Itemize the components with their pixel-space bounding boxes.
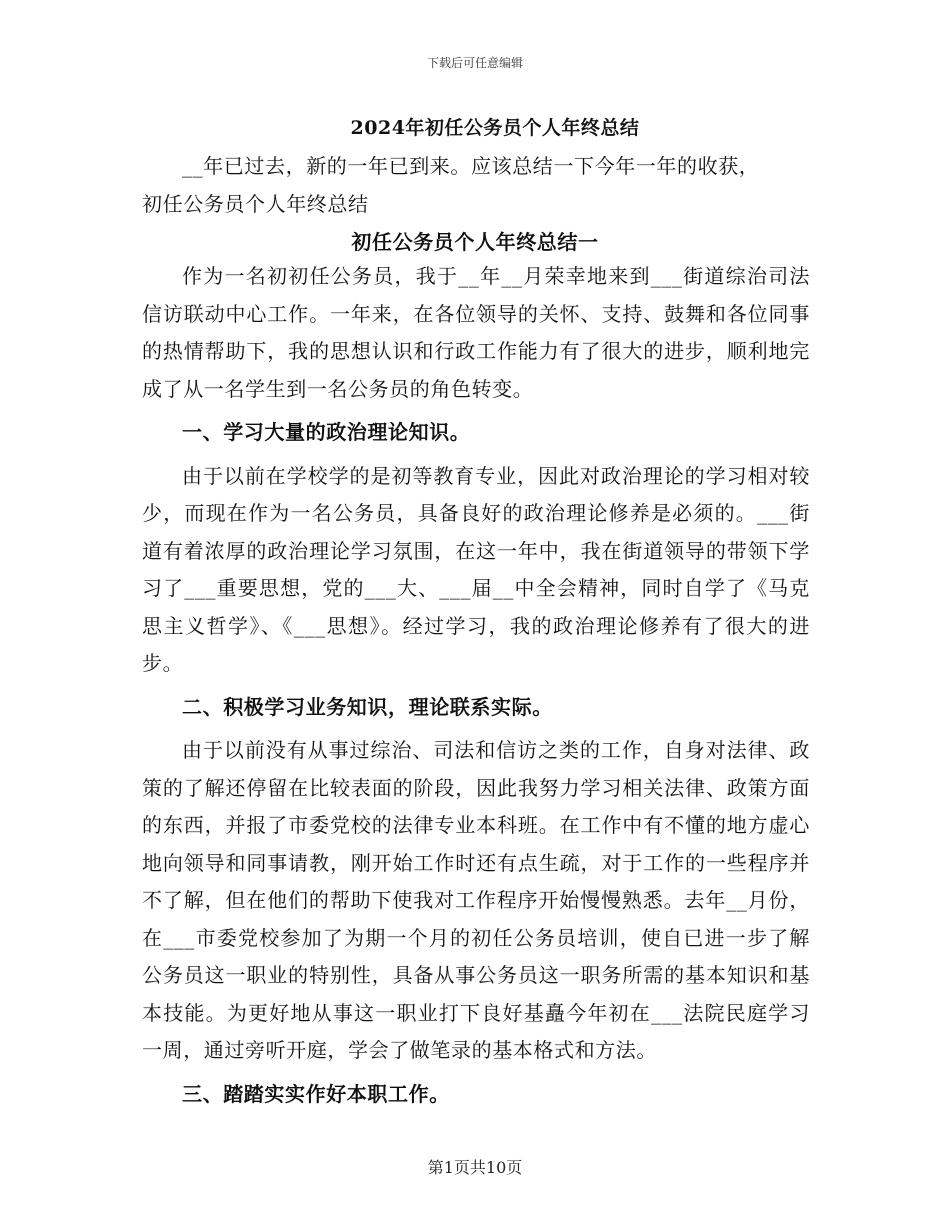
page-number: 第1页共10页 <box>427 1158 523 1177</box>
paragraph: 由于以前在学校学的是初等教育专业，因此对政治理论的学习相对较少，而现在作为一名公务员，具备良好的政治理论修养是必须的。___街道有着浓厚的政治理论学习氛围，在这一年中，我在街道领导的带领下学习了___重要思想，党的___大、___届__中全会精神，同时自学了《马克思主义哲学》、《___思想》。经过学习，我的政治理论修养有了很大的进步。 <box>142 463 810 675</box>
paragraph: 由于以前没有从事过综治、司法和信访之类的工作，自身对法律、政策的了解还停留在比较表面的阶段，因此我努力学习相关法律、政策方面的东西，并报了市委党校的法律专业本科班。在工作中有不懂的地方虚心地向领导和同事请教，刚开始工作时还有点生疏，对于工作的一些程序并不了解，但在他们的帮助下使我对工作程序开始慢慢熟悉。去年__月份，在___市委党校参加了为期一个月的初任公务员培训，使自已进一步了解公务员这一职业的特别性，具备从事公务员这一职务所需的基本知识和基本技能。为更好地从事这一职业打下良好基矗今年初在___法院民庭学习一周，通过旁听开庭，学会了做笔录的基本格式和方法。 <box>142 738 810 1062</box>
intro-block <box>142 148 810 223</box>
section-title: 初任公务员个人年终总结一 <box>351 230 599 254</box>
intro-line: 初任公务员个人年终总结 <box>142 191 369 216</box>
section-heading: 三、踏踏实实作好本职工作。 <box>182 1081 450 1106</box>
section-heading: 二、积极学习业务知识，理论联系实际。 <box>182 694 553 719</box>
header-note: 下载后可任意编辑 <box>426 56 523 70</box>
intro-line: __年已过去，新的一年已到来。应该总结一下今年一年的收获， <box>182 154 760 178</box>
document-title: 2024年初任公务员个人年终总结 <box>350 117 640 139</box>
paragraph: 作为一名初初任公务员，我于__年__月荣幸地来到___街道综治司法信访联动中心工作。一年来，在各位领导的关怀、支持、鼓舞和各位同事的热情帮助下，我的思想认识和行政工作能力有了很大的进步，顺利地完成了从一名学生到一名公务员的角色转变。 <box>142 264 810 401</box>
section-heading: 一、学习大量的政治理论知识。 <box>182 420 471 444</box>
content-block <box>142 258 810 1119</box>
